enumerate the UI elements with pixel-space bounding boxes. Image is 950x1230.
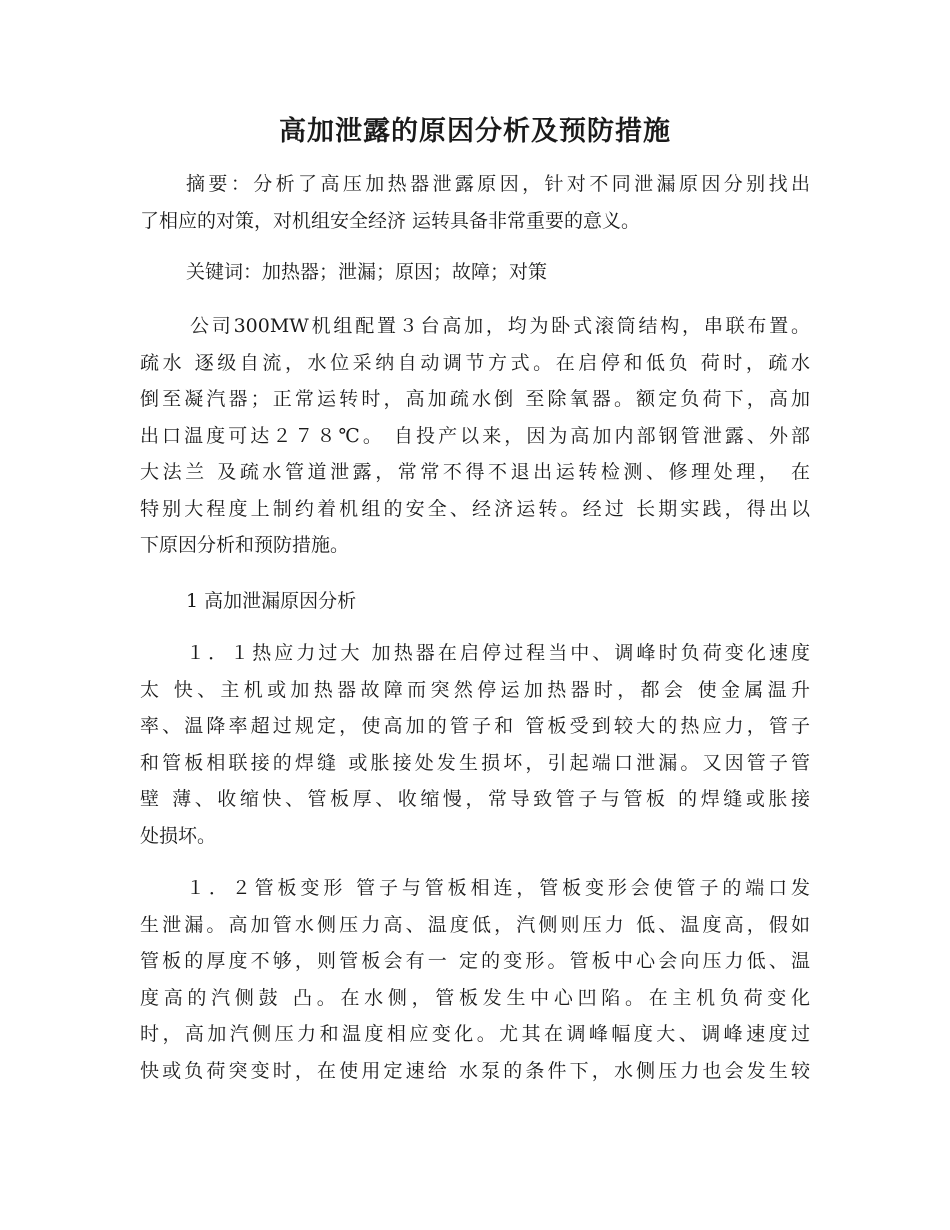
subsection-line: 度高的汽侧鼓 凸。在水侧，管板发生中心凹陷。在主机负荷变化 [140, 986, 810, 1009]
intro-line: 下原因分析和预防措施。 [140, 534, 350, 556]
subsection-line: 管板的厚度不够，则管板会有一 定的变形。管板中心会向压力低、温 [140, 950, 810, 972]
intro-paragraph [140, 308, 810, 564]
section-heading-paragraph [140, 583, 810, 620]
subsection-line: 生泄漏。高加管水侧压力高、温度低，汽侧则压力 低、温度高，假如 [140, 913, 810, 936]
abstract-line: 了相应的对策，对机组安全经济 运转具备非常重要的意义。 [140, 209, 641, 232]
document-title: 高加泄露的原因分析及预防措施 [279, 116, 671, 147]
intro-line: 疏水 逐级自流，水位采纳自动调节方式。在启停和低负 荷时，疏水 [140, 351, 810, 374]
intro-line: 大法兰 及疏水管道泄露，常常不得不退出运转检测、修理处理， 在 [140, 461, 810, 483]
intro-line: 出口温度可达２７８℃。 自投产以来，因为高加内部钢管泄露、外部 [140, 424, 810, 447]
subsection-line: 处损坏。 [140, 824, 217, 847]
section-heading: 1 高加泄漏原因分析 [186, 590, 357, 612]
subsection-line: 和管板相联接的焊缝 或胀接处发生损坏，引起端口泄漏。又因管子管 [140, 751, 810, 774]
subsection-line: 太 快、主机或加热器故障而突然停运加热器时，都会 使金属温升 [140, 678, 810, 701]
subsection-line: 率、温降率超过规定，使高加的管子和 管板受到较大的热应力，管子 [140, 715, 810, 737]
intro-line: 特别大程度上制约着机组的安全、经济运转。经过 长期实践，得出以 [140, 497, 810, 520]
intro-line: 公司300MW机组配置３台高加，均为卧式滚筒结构，串联布置。 [190, 315, 810, 337]
keywords-paragraph [140, 254, 810, 291]
subsection-line: 壁 薄、收缩快、管板厚、收缩慢，常导致管子与管板 的焊缝或胀接 [140, 788, 810, 810]
subsection-line: 快或负荷突变时，在使用定速给 水泵的条件下，水侧压力也会发生较 [140, 1059, 810, 1082]
keywords-line: 关键词：加热器；泄漏；原因；故障；对策 [186, 261, 548, 283]
subsection-line: １．１热应力过大 加热器在启停过程当中、调峰时负荷变化速度 [186, 642, 810, 664]
subsection-line: 时，高加汽侧压力和温度相应变化。尤其在调峰幅度大、调峰速度过 [140, 1023, 810, 1045]
subsection-1-1-paragraph [140, 635, 810, 854]
subsection-1-2-paragraph [140, 870, 810, 1089]
abstract-line: 摘要：分析了高压加热器泄露原因，针对不同泄漏原因分别找出 [186, 173, 810, 195]
subsection-line: １．２管板变形 管子与管板相连，管板变形会使管子的端口发 [186, 877, 810, 899]
abstract-paragraph [140, 166, 810, 239]
intro-line: 倒至凝汽器；正常运转时，高加疏水倒 至除氧器。额定负荷下，高加 [140, 388, 810, 410]
